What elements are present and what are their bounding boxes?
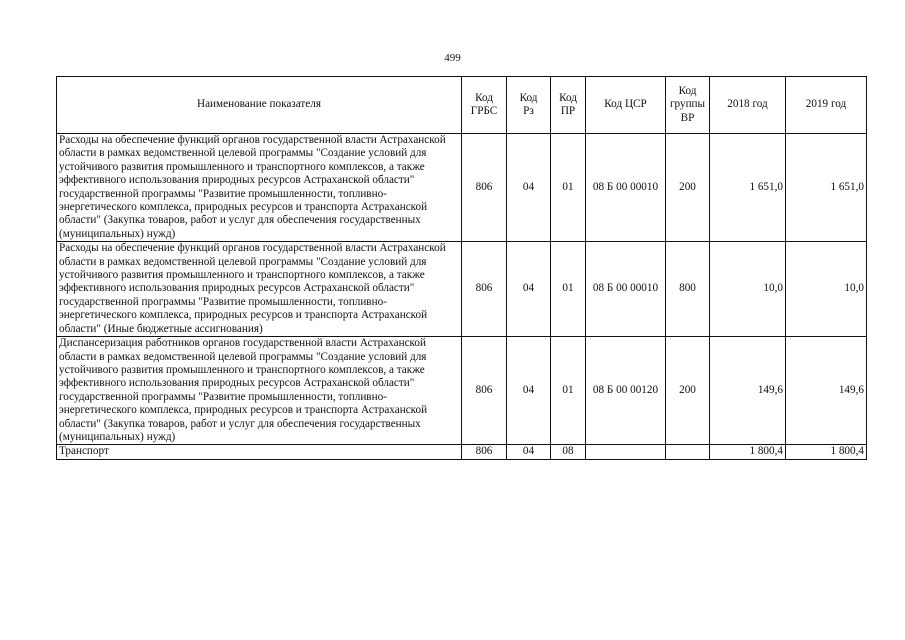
budget-table [56,76,867,460]
row-2019: 10,0 [786,242,867,337]
row-grbs: 806 [462,242,507,337]
row-csr [586,445,666,459]
row-csr: 08 Б 00 00010 [586,134,666,242]
row-rz: 04 [507,242,551,337]
row-name: Транспорт [57,445,462,459]
row-rz: 04 [507,134,551,242]
row-grbs: 806 [462,134,507,242]
table-row [57,134,867,242]
header-csr: Код ЦСР [586,77,666,134]
header-row [57,77,867,134]
row-2019: 1 800,4 [786,445,867,459]
row-grbs: 806 [462,337,507,445]
header-grbs: Код ГРБС [462,77,507,134]
header-2019: 2019 год [786,77,867,134]
table-row [57,242,867,337]
row-grbs: 806 [462,445,507,459]
row-2018: 1 651,0 [710,134,786,242]
page-number: 499 [444,52,461,64]
row-pr: 01 [551,242,586,337]
row-2018: 10,0 [710,242,786,337]
row-name: Диспансеризация работников органов государственной власти Астраханской области в рамках ведомственной целевой программы "Создание условий для устойчивого развития промышленного и транспортного комплексов, а также эффективного использования природных ресурсов Астраханской области" государственной программы "Развитие промышленности, топливно-энергетического комплекса, природных ресурсов и транспорта Астраханской области" (Закупка товаров, работ и услуг для обеспечения государственных (муниципальных) нужд) [57,337,462,445]
header-pr: Код ПР [551,77,586,134]
row-pr: 08 [551,445,586,459]
row-name: Расходы на обеспечение функций органов государственной власти Астраханской области в рамках ведомственной целевой программы "Создание условий для устойчивого развития промышленного и транспортного комплексов, а также эффективного использования природных ресурсов Астраханской области" государственной программы "Развитие промышленности, топливно-энергетического комплекса, природных ресурсов и транспорта Астраханской области" (Закупка товаров, работ и услуг для обеспечения государственных (муниципальных) нужд) [57,134,462,242]
row-vr: 200 [666,337,710,445]
header-2018: 2018 год [710,77,786,134]
row-pr: 01 [551,337,586,445]
header-rz: Код Рз [507,77,551,134]
row-vr: 200 [666,134,710,242]
row-rz: 04 [507,445,551,459]
row-pr: 01 [551,134,586,242]
row-name: Расходы на обеспечение функций органов государственной власти Астраханской области в рамках ведомственной целевой программы "Создание условий для устойчивого развития промышленного и транспортного комплексов, а также эффективного использования природных ресурсов Астраханской области" государственной программы "Развитие промышленности, топливно-энергетического комплекса, природных ресурсов и транспорта Астраханской области" (Иные бюджетные ассигнования) [57,242,462,337]
table-row-transport [57,445,867,459]
row-2018: 1 800,4 [710,445,786,459]
row-csr: 08 Б 00 00010 [586,242,666,337]
row-2018: 149,6 [710,337,786,445]
row-csr: 08 Б 00 00120 [586,337,666,445]
header-vr: Код группы ВР [666,77,710,134]
row-2019: 149,6 [786,337,867,445]
row-2019: 1 651,0 [786,134,867,242]
table-row [57,337,867,445]
row-vr [666,445,710,459]
row-vr: 800 [666,242,710,337]
row-rz: 04 [507,337,551,445]
header-name: Наименование показателя [57,77,462,134]
